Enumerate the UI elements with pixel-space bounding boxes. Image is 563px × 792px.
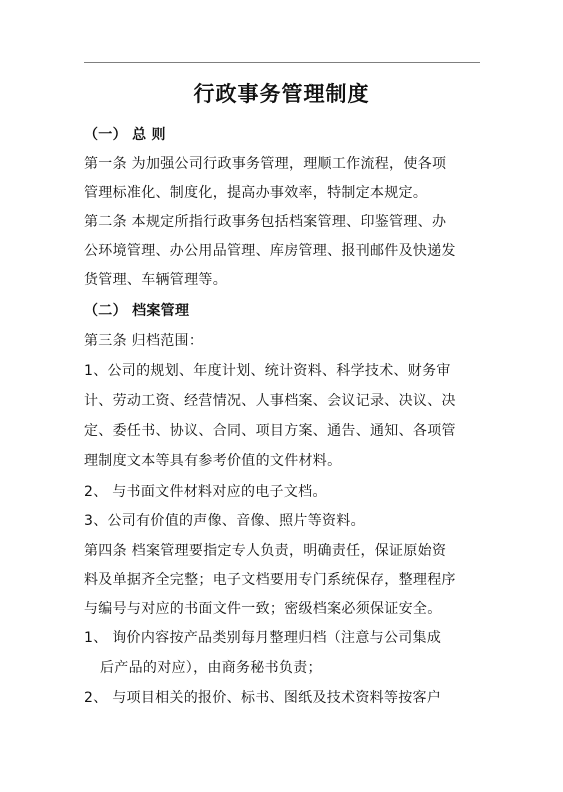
section-heading-archives: （二） 档案管理 [84, 303, 190, 319]
paragraph-line: 1、公司的规划、年度计划、统计资料、科学技术、财务审 [84, 363, 451, 379]
paragraph-line: 第三条 归档范围： [84, 333, 204, 349]
list-item: 2、 与书面文件材料对应的电子文档。 [84, 484, 327, 500]
paragraph-line: 定、委任书、协议、合同、项目方案、通告、通知、各项管 [84, 423, 456, 439]
paragraph-line: 公环境管理、办公用品管理、库房管理、报刊邮件及快递发 [84, 243, 456, 259]
header-rule [84, 62, 480, 63]
paragraph-line: 计、劳动工资、经营情况、人事档案、会议记录、决议、决 [84, 393, 456, 409]
list-item: 2、 与项目相关的报价、标书、图纸及技术资料等按客户 [84, 690, 442, 706]
document-title: 行政事务管理制度 [193, 82, 370, 106]
paragraph-line: 理制度文本等具有参考价值的文件材料。 [84, 453, 342, 469]
paragraph-line: 管理标准化、制度化，提高办事效率，特制定本规定。 [84, 185, 428, 201]
list-item: 3、公司有价值的声像、音像、照片等资料。 [84, 513, 365, 529]
list-item: 1、 询价内容按产品类别每月整理归档（注意与公司集成 [84, 630, 442, 646]
paragraph-line: 第二条 本规定所指行政事务包括档案管理、印鉴管理、办 [84, 214, 447, 230]
paragraph-line: 第一条 为加强公司行政事务管理，理顺工作流程，使各项 [84, 156, 447, 172]
list-item-continuation: 后产品的对应），由商务秘书负责； [100, 660, 322, 676]
paragraph-line: 货管理、车辆管理等。 [84, 272, 227, 288]
paragraph-line: 与编号与对应的书面文件一致；密级档案必须保证安全。 [84, 601, 442, 617]
section-heading-general: （一） 总 则 [84, 127, 166, 143]
paragraph-line: 料及单据齐全完整；电子文档要用专门系统保存，整理程序 [84, 572, 456, 588]
paragraph-line: 第四条 档案管理要指定专人负责，明确责任，保证原始资 [84, 543, 447, 559]
